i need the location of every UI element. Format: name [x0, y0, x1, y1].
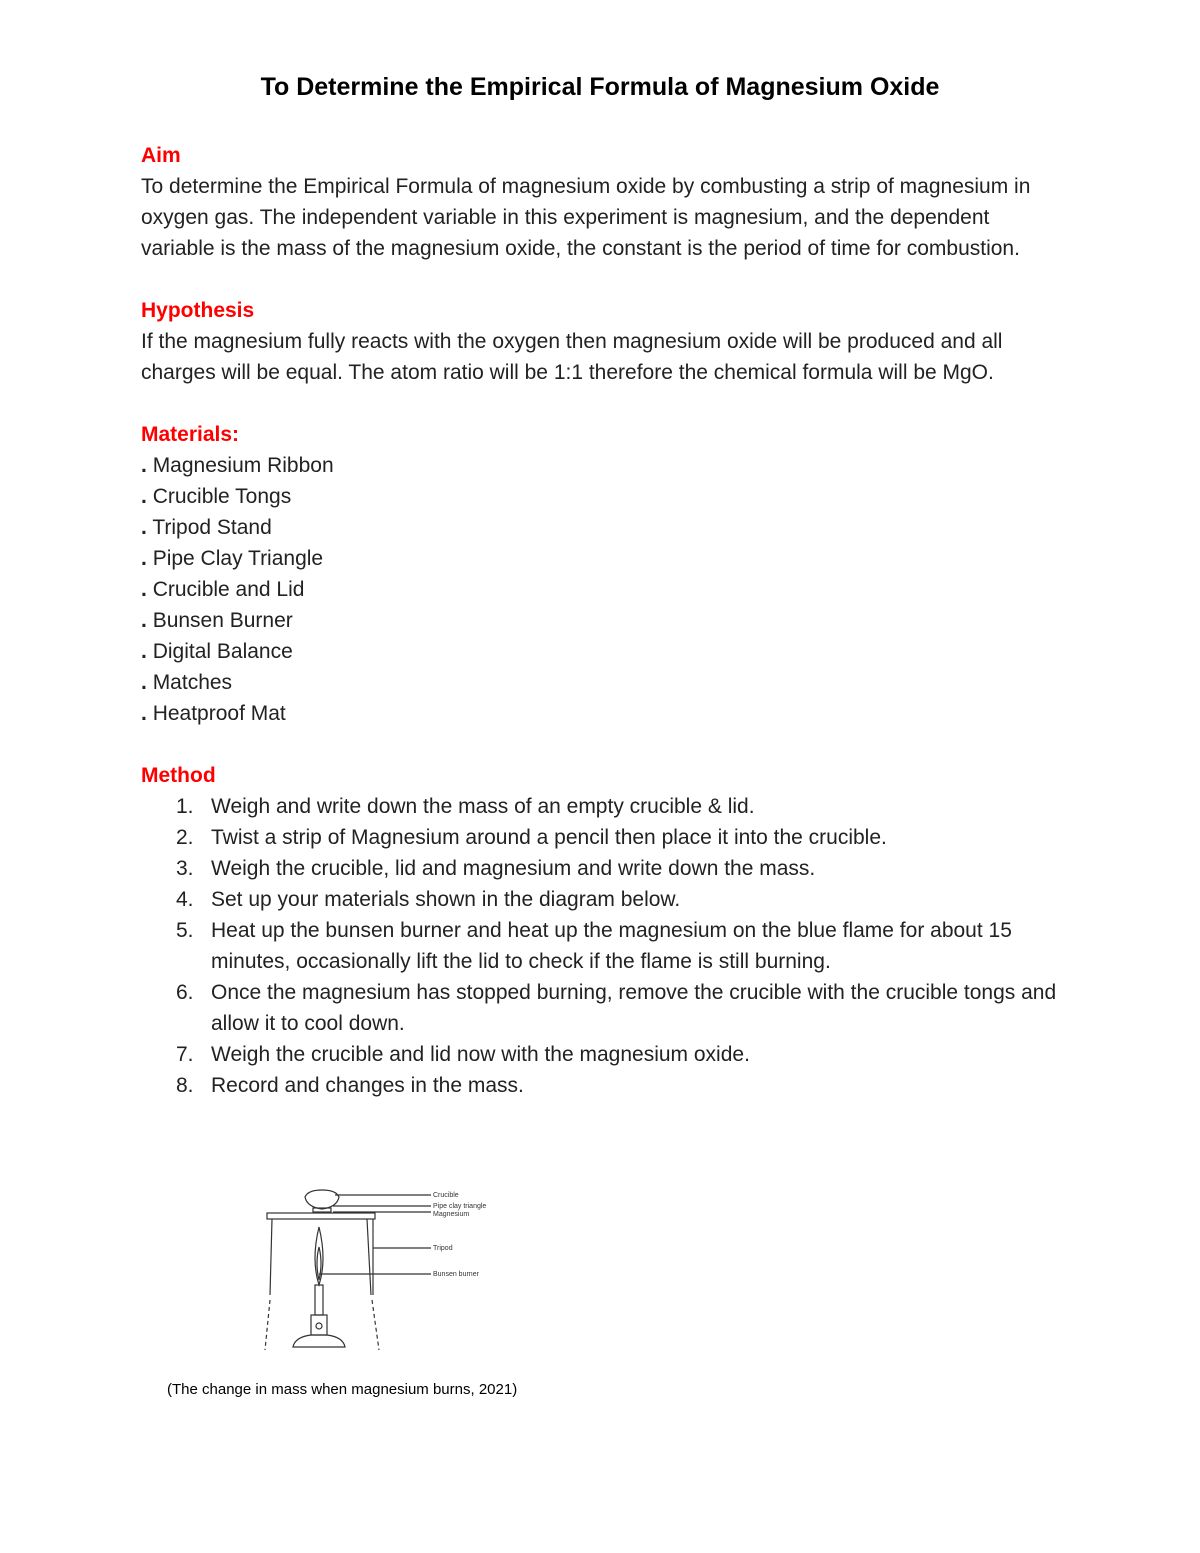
list-item: . Digital Balance [141, 640, 293, 663]
list-item: . Crucible and Lid [141, 578, 305, 601]
list-item: . Magnesium Ribbon [141, 454, 334, 477]
materials-heading: Materials: [141, 423, 240, 446]
aim-text: To determine the Empirical Formula of magnesium oxide by combusting a strip of magnesium in oxygen gas. The independent variable in this experiment is magnesium, and the dependent variable is the mass of the magnesium oxide, the constant is the period of time for combustion. [141, 175, 1031, 260]
flame-inner-shape [317, 1247, 321, 1280]
list-item: . Tripod Stand [141, 516, 272, 539]
burner-base-shape [293, 1335, 345, 1347]
list-item: . Heatproof Mat [141, 702, 286, 725]
list-item: 6. Once the magnesium has stopped burning, remove the crucible with the crucible tongs and allow it to cool down. [176, 981, 1057, 1035]
flame-shape [315, 1227, 323, 1285]
list-item: 4. Set up your materials shown in the diagram below. [176, 888, 681, 911]
method-list [141, 791, 1061, 1101]
hypothesis-text: If the magnesium fully reacts with the oxygen then magnesium oxide will be produced and all charges will be equal. The atom ratio will be 1:1 therefore the chemical formula will be MgO. [141, 330, 1003, 384]
list-item: 7. Weigh the crucible and lid now with the magnesium oxide. [176, 1043, 750, 1066]
list-item: 8. Record and changes in the mass. [176, 1074, 524, 1097]
diagram-label-burner: Bunsen burner [433, 1271, 479, 1278]
list-item: . Pipe Clay Triangle [141, 547, 324, 570]
list-item: 1. Weigh and write down the mass of an empty crucible & lid. [176, 795, 755, 818]
tripod-leg [270, 1219, 272, 1295]
list-item: . Matches [141, 671, 233, 694]
diagram-caption: (The change in mass when magnesium burns, 2021) [167, 1381, 518, 1398]
tripod-top-shape [267, 1213, 375, 1219]
diagram-label-tripod: Tripod [433, 1245, 453, 1252]
page-title: To Determine the Empirical Formula of Magnesium Oxide [260, 73, 940, 101]
document-body [141, 140, 1061, 1101]
tripod-leg [367, 1219, 371, 1295]
aim-heading: Aim [141, 144, 181, 167]
tripod-leg [265, 1300, 270, 1350]
pipe-clay-triangle-shape [313, 1208, 331, 1212]
apparatus-drawing [255, 1185, 505, 1355]
burner-valve-shape [316, 1323, 322, 1329]
method-heading: Method [141, 764, 216, 787]
diagram-label-triangle: Pipe clay triangle [433, 1203, 487, 1210]
list-item: . Bunsen Burner [141, 609, 293, 632]
diagram-label-magnesium: Magnesium [433, 1211, 470, 1218]
diagram-label-crucible: Crucible [433, 1192, 459, 1199]
hypothesis-heading: Hypothesis [141, 299, 255, 322]
list-item: 2. Twist a strip of Magnesium around a pencil then place it into the crucible. [176, 826, 887, 849]
list-item: 5. Heat up the bunsen burner and heat up the magnesium on the blue flame for about 15 minutes, occasionally lift the lid to check if the flame is still burning. [176, 919, 1012, 973]
apparatus-diagram [255, 1185, 505, 1355]
materials-list [141, 450, 1061, 729]
burner-collar-shape [311, 1315, 327, 1335]
list-item: 3. Weigh the crucible, lid and magnesium and write down the mass. [176, 857, 816, 880]
tripod-leg [372, 1300, 379, 1350]
list-item: . Crucible Tongs [141, 485, 292, 508]
burner-tube-shape [315, 1285, 323, 1315]
